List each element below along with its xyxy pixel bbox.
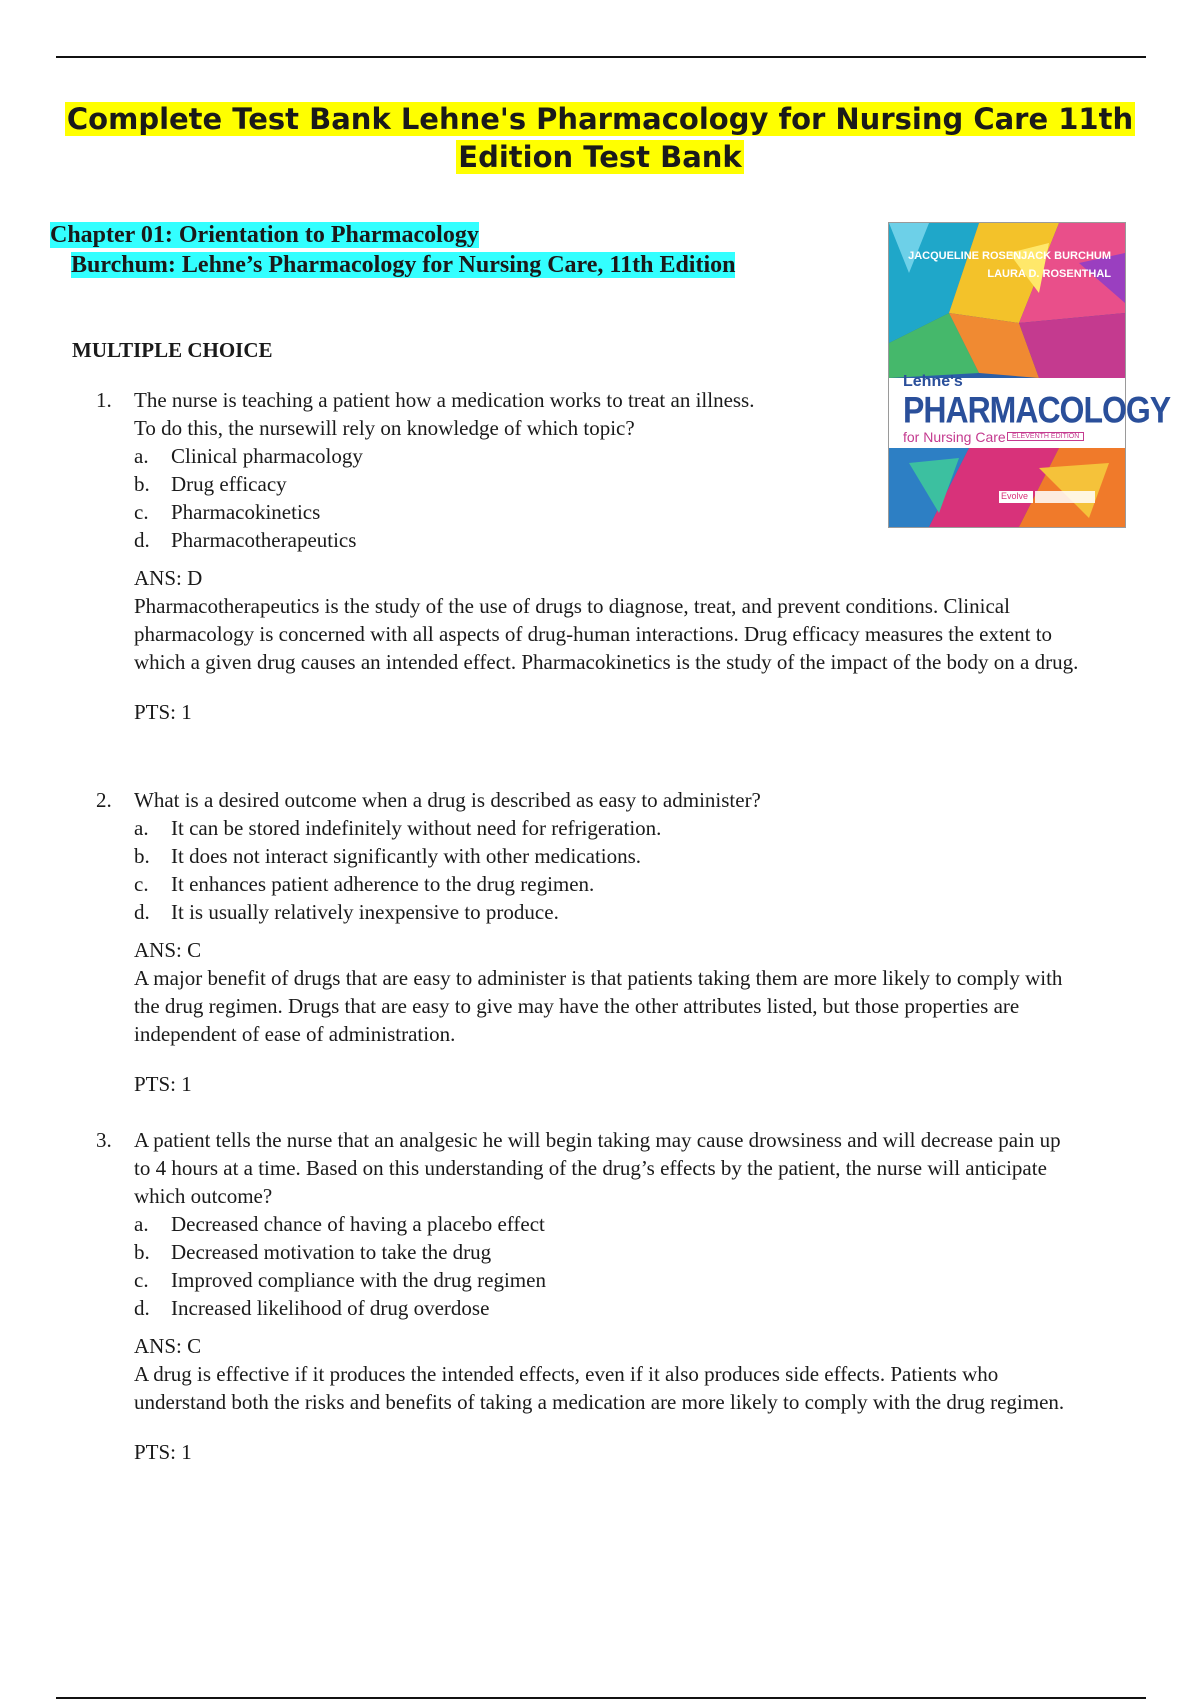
option-text: Pharmacotherapeutics — [171, 528, 357, 552]
option-c — [134, 1266, 1096, 1294]
option-letter: d. — [134, 900, 150, 924]
option-a — [134, 1210, 1096, 1238]
answer-key: ANS: C — [134, 1334, 202, 1358]
points-value: PTS: 1 — [134, 1440, 192, 1464]
cover-brand: Lehne's — [903, 373, 963, 390]
option-a — [134, 442, 1096, 470]
option-text: Clinical pharmacology — [171, 444, 363, 468]
option-text: Increased likelihood of drug overdose — [171, 1296, 490, 1320]
option-text: Decreased chance of having a placebo effect — [171, 1212, 545, 1236]
option-list — [96, 442, 1096, 554]
option-letter: d. — [134, 528, 150, 552]
cover-title: PHARMACOLOGY — [903, 389, 1171, 431]
question-number: 1. — [96, 388, 112, 412]
answer-rationale: A major benefit of drugs that are easy to administer is that patients taking them are more likely to comply with the drug regimen. Drugs that are easy to give may have the other attributes listed, but those properties are independent of ease of administration. — [134, 966, 1063, 1046]
title-line-2: Edition Test Bank — [458, 140, 742, 174]
option-d — [134, 526, 1096, 554]
question-stem: A patient tells the nurse that an analgesic he will begin taking may cause drowsiness and will decrease pain up to 4 hours at a time. Based on this understanding of the drug’s effects by the patient, the nurse will anticipate which outcome? — [134, 1128, 1061, 1208]
option-b — [134, 842, 1096, 870]
cover-edition-badge: ELEVENTH EDITION — [1007, 432, 1084, 441]
question-stem-line-1: The nurse is teaching a patient how a medication works to treat an illness. — [134, 388, 755, 412]
option-c — [134, 870, 1096, 898]
question-stem — [134, 386, 914, 442]
chapter-heading — [50, 220, 735, 280]
option-a — [134, 814, 1096, 842]
option-letter: b. — [134, 472, 150, 496]
option-text: It can be stored indefinitely without need for refrigeration. — [171, 816, 662, 840]
answer-key: ANS: D — [134, 566, 203, 590]
option-text: It does not interact significantly with other medications. — [171, 844, 642, 868]
answer-rationale: A drug is effective if it produces the intended effects, even if it also produces side effects. Patients who understand both the risks and benefits of taking a medication are more likely to comply with the drug regimen. — [134, 1362, 1065, 1414]
question-2 — [96, 786, 1096, 1098]
option-letter: b. — [134, 1240, 150, 1264]
option-text: Drug efficacy — [171, 472, 287, 496]
option-b — [134, 1238, 1096, 1266]
option-c — [134, 498, 1096, 526]
section-heading: MULTIPLE CHOICE — [72, 338, 273, 362]
option-letter: c. — [134, 500, 149, 524]
question-stem: What is a desired outcome when a drug is described as easy to administer? — [134, 788, 761, 812]
question-number: 3. — [96, 1128, 112, 1152]
option-letter: d. — [134, 1296, 150, 1320]
option-letter: a. — [134, 1212, 149, 1236]
option-letter: c. — [134, 872, 149, 896]
option-d — [134, 898, 1096, 926]
option-letter: a. — [134, 444, 149, 468]
cover-publisher: Evolve — [1001, 491, 1029, 501]
option-text: Pharmacokinetics — [171, 500, 321, 524]
option-letter: b. — [134, 844, 150, 868]
cover-authors — [891, 247, 1111, 283]
question-stem-line-2: To do this, the nursewill rely on knowledge of which topic? — [134, 416, 635, 440]
question-number: 2. — [96, 788, 112, 812]
points-value: PTS: 1 — [134, 1072, 192, 1096]
title-line-1: Complete Test Bank Lehne's Pharmacology for Nursing Care 11th — [66, 102, 1134, 136]
answer-rationale: Pharmacotherapeutics is the study of the use of drugs to diagnose, treat, and prevent conditions. Clinical pharmacology is concerned with all aspects of drug-human interactions. Drug efficacy measures the extent to which a given drug causes an intended effect. Pharmacokinetics is the study of the impact of the body on a drug. — [134, 594, 1079, 674]
question-3 — [96, 1126, 1096, 1466]
option-letter: c. — [134, 1268, 149, 1292]
option-b — [134, 470, 1096, 498]
edition-line: Burchum: Lehne’s Pharmacology for Nursing Care, 11th Edition — [71, 252, 736, 278]
option-list — [96, 814, 1096, 926]
document-title — [60, 100, 1140, 176]
cover-author-1: JACQUELINE ROSENJACK BURCHUM — [908, 250, 1111, 262]
option-list — [96, 1210, 1096, 1322]
bottom-rule — [56, 1697, 1146, 1699]
chapter-title: Chapter 01: Orientation to Pharmacology — [50, 222, 479, 248]
points-value: PTS: 1 — [134, 700, 192, 724]
option-text: Decreased motivation to take the drug — [171, 1240, 492, 1264]
option-letter: a. — [134, 816, 149, 840]
cover-author-2: LAURA D. ROSENTHAL — [987, 268, 1111, 280]
option-text: It is usually relatively inexpensive to produce. — [171, 900, 559, 924]
answer-key: ANS: C — [134, 938, 202, 962]
option-text: It enhances patient adherence to the drug regimen. — [171, 872, 595, 896]
top-rule — [56, 56, 1146, 58]
cover-subtitle: for Nursing Care — [903, 429, 1006, 445]
option-d — [134, 1294, 1096, 1322]
option-text: Improved compliance with the drug regimen — [171, 1268, 546, 1292]
question-1 — [96, 386, 1096, 726]
